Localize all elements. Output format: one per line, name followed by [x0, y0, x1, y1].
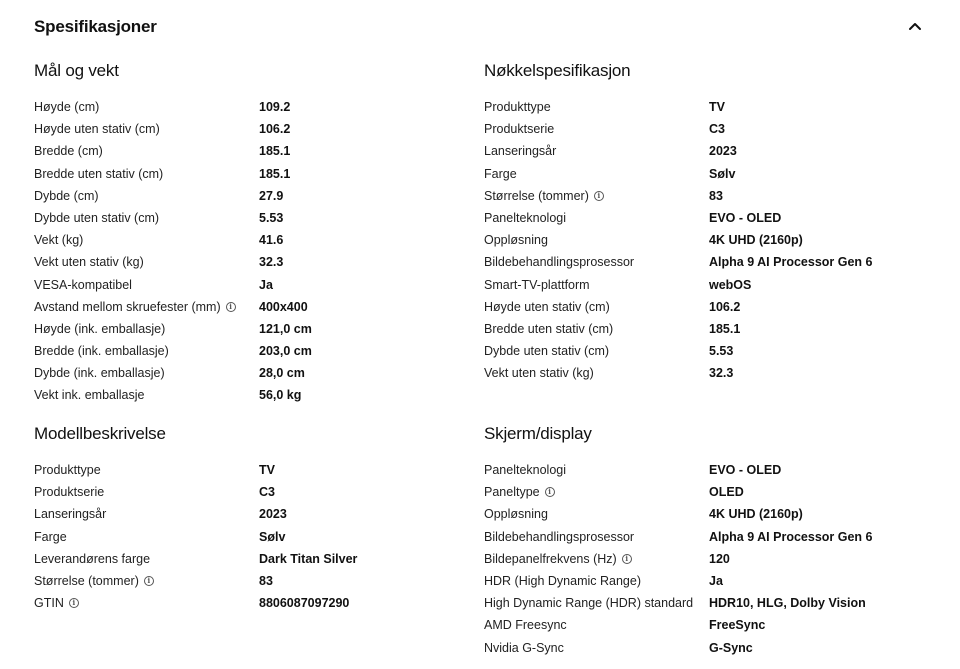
spec-row: [484, 163, 924, 185]
spec-label-text: Høyde (cm): [34, 100, 100, 114]
spec-value: EVO - OLED: [709, 210, 782, 225]
spec-value: OLED: [709, 485, 744, 500]
info-icon[interactable]: i: [144, 576, 154, 586]
spec-value: C3: [709, 122, 725, 137]
spec-label: [484, 548, 632, 570]
spec-label-text: Oppløsning: [484, 507, 548, 522]
spec-label: [484, 459, 566, 481]
spec-label-text: Bildebehandlingsprosessor: [484, 255, 635, 270]
spec-row: [34, 384, 464, 406]
spec-row: [34, 481, 464, 503]
spec-label: [484, 318, 613, 340]
spec-value: 106.2: [259, 122, 291, 137]
spec-value: 106.2: [709, 299, 741, 314]
spec-value: 8806087097290: [259, 596, 350, 611]
spec-row: [484, 481, 924, 503]
spec-row: [34, 185, 464, 207]
spec-label-text: GTIN: [34, 596, 64, 611]
spec-label-text: VESA-kompatibel: [34, 277, 132, 292]
spec-value: 56,0 kg: [259, 388, 302, 403]
spec-label-text: Høyde uten stativ (cm): [484, 299, 610, 314]
spec-label: [34, 526, 67, 548]
spec-value: 41.6: [259, 233, 284, 248]
spec-label-text: Størrelse (tommer): [34, 573, 139, 588]
spec-label: [484, 614, 567, 636]
spec-label: [484, 592, 693, 614]
spec-row: [34, 503, 464, 525]
spec-label: [34, 592, 79, 614]
spec-value: 28,0 cm: [259, 366, 305, 381]
spec-label: [484, 185, 604, 207]
spec-row: [34, 251, 464, 273]
info-icon[interactable]: i: [594, 191, 604, 201]
spec-label-text: Bredde uten stativ (cm): [484, 321, 614, 336]
section-title: Skjerm/display: [484, 424, 592, 443]
spec-value: 400x400: [259, 299, 308, 314]
spec-label: [484, 362, 594, 384]
spec-label: [484, 570, 641, 592]
spec-value: 5.53: [709, 344, 734, 359]
spec-label: [34, 274, 132, 296]
spec-value: 83: [709, 188, 723, 203]
spec-label-text: Bildebehandlingsprosessor: [484, 529, 635, 544]
spec-row: [484, 592, 924, 614]
spec-row: [484, 207, 924, 229]
spec-row: [484, 340, 924, 362]
spec-value: 203,0 cm: [259, 344, 312, 359]
spec-row: [34, 163, 464, 185]
spec-row: [484, 296, 924, 318]
spec-label: [484, 207, 566, 229]
spec-row: [34, 318, 464, 340]
spec-label-text: Bredde (ink. emballasje): [34, 344, 169, 359]
spec-value: 27.9: [259, 188, 284, 203]
specs-header[interactable]: [34, 14, 926, 40]
spec-label-text: Lanseringsår: [34, 507, 107, 522]
spec-value: Dark Titan Silver: [259, 551, 358, 566]
spec-value: 4K UHD (2160p): [709, 233, 803, 248]
spec-row: [484, 118, 924, 140]
spec-label-text: HDR (High Dynamic Range): [484, 573, 641, 588]
spec-row: [34, 362, 464, 384]
spec-label-text: High Dynamic Range (HDR) standard: [484, 596, 694, 611]
spec-label-text: Farge: [34, 529, 67, 544]
spec-row: [484, 362, 924, 384]
spec-label: [34, 570, 154, 592]
spec-value: G-Sync: [709, 640, 753, 655]
spec-label: [484, 503, 548, 525]
chevron-up-icon[interactable]: [908, 19, 922, 33]
spec-label-text: Vekt (kg): [34, 233, 84, 248]
spec-row: [484, 229, 924, 251]
spec-row: [34, 229, 464, 251]
spec-row: [484, 185, 924, 207]
spec-label-text: Oppløsning: [484, 233, 548, 248]
spec-value: Sølv: [259, 529, 286, 544]
spec-label: [484, 274, 590, 296]
spec-label-text: Størrelse (tommer): [484, 188, 589, 203]
spec-value: 2023: [259, 507, 287, 522]
spec-label-text: Smart-TV-plattform: [484, 277, 590, 292]
spec-label: [34, 318, 165, 340]
spec-value: 32.3: [709, 366, 734, 381]
spec-label: [34, 207, 159, 229]
spec-label-text: Lanseringsår: [484, 144, 557, 159]
spec-label-text: Vekt uten stativ (kg): [484, 366, 594, 381]
spec-row: [484, 274, 924, 296]
spec-label: [484, 340, 609, 362]
section-display: [484, 423, 924, 659]
info-icon[interactable]: i: [622, 554, 632, 564]
spec-label: [34, 548, 150, 570]
spec-label-text: Panelteknologi: [484, 463, 567, 477]
spec-label-text: Produkttype: [34, 463, 101, 477]
spec-label-text: Bildepanelfrekvens (Hz): [484, 551, 617, 566]
section-title: Mål og vekt: [34, 61, 119, 80]
spec-row: [34, 548, 464, 570]
section-key-specs: [484, 60, 924, 384]
spec-value: webOS: [709, 277, 752, 292]
spec-value: Ja: [709, 573, 723, 588]
spec-label: [34, 362, 165, 384]
spec-row: [484, 459, 924, 481]
spec-label-text: Vekt ink. emballasje: [34, 388, 145, 403]
spec-value: FreeSync: [709, 618, 766, 633]
spec-row: [34, 592, 464, 614]
spec-label-text: Paneltype: [484, 485, 540, 500]
spec-label: [34, 503, 106, 525]
spec-value: 120: [709, 551, 730, 566]
spec-label: [484, 526, 634, 548]
spec-row: [34, 570, 464, 592]
section-title: Modellbeskrivelse: [34, 424, 166, 443]
spec-label: [34, 229, 83, 251]
spec-label-text: Dybde (ink. emballasje): [34, 366, 165, 381]
spec-row: [484, 548, 924, 570]
spec-value: 5.53: [259, 210, 284, 225]
spec-list: [484, 96, 924, 384]
spec-label: [34, 96, 99, 118]
spec-label: [484, 296, 610, 318]
spec-row: [34, 274, 464, 296]
spec-list: [34, 96, 464, 407]
spec-label-text: Bredde uten stativ (cm): [34, 166, 164, 181]
spec-value: 83: [259, 573, 273, 588]
spec-value: Ja: [259, 277, 273, 292]
spec-label-text: Dybde uten stativ (cm): [34, 210, 160, 225]
spec-label-text: Produktserie: [34, 485, 105, 500]
spec-value: Sølv: [709, 166, 736, 181]
spec-row: [484, 570, 924, 592]
spec-label-text: Dybde uten stativ (cm): [484, 344, 610, 359]
spec-value: EVO - OLED: [709, 463, 782, 477]
spec-value: TV: [259, 463, 275, 477]
spec-value: 109.2: [259, 100, 291, 114]
info-icon[interactable]: i: [69, 598, 79, 608]
spec-value: 2023: [709, 144, 737, 159]
spec-label: [484, 118, 554, 140]
spec-label-text: Nvidia G-Sync: [484, 640, 564, 655]
spec-label-text: Produktserie: [484, 122, 555, 137]
spec-label: [34, 185, 99, 207]
spec-value: 4K UHD (2160p): [709, 507, 803, 522]
spec-label: [484, 96, 551, 118]
spec-value: 185.1: [259, 166, 291, 181]
spec-label-text: Farge: [484, 166, 517, 181]
spec-value: C3: [259, 485, 275, 500]
section-title: Nøkkelspesifikasjon: [484, 61, 631, 80]
spec-row: [484, 140, 924, 162]
spec-label-text: AMD Freesync: [484, 618, 567, 633]
spec-label-text: Dybde (cm): [34, 188, 99, 203]
spec-row: [484, 503, 924, 525]
spec-value: Alpha 9 AI Processor Gen 6: [709, 529, 873, 544]
spec-row: [484, 526, 924, 548]
spec-row: [484, 96, 924, 118]
spec-value: 185.1: [709, 321, 741, 336]
spec-label: [34, 481, 104, 503]
section-model: [34, 423, 464, 614]
spec-label: [34, 163, 163, 185]
spec-row: [34, 118, 464, 140]
spec-row: [484, 251, 924, 273]
spec-row: [34, 96, 464, 118]
spec-label-text: Bredde (cm): [34, 144, 103, 159]
spec-label-text: Panelteknologi: [484, 210, 567, 225]
spec-label: [484, 251, 634, 273]
spec-row: [34, 207, 464, 229]
spec-value: HDR10, HLG, Dolby Vision: [709, 596, 866, 611]
spec-value: 32.3: [259, 255, 284, 270]
spec-list: [34, 459, 464, 614]
spec-value: Alpha 9 AI Processor Gen 6: [709, 255, 873, 270]
spec-row: [34, 140, 464, 162]
spec-label: [484, 163, 517, 185]
spec-label: [34, 459, 101, 481]
spec-row: [34, 526, 464, 548]
spec-label: [34, 251, 144, 273]
spec-row: [484, 318, 924, 340]
spec-label: [34, 118, 160, 140]
info-icon[interactable]: i: [226, 302, 236, 312]
spec-list: [484, 459, 924, 659]
spec-value: TV: [709, 100, 725, 114]
spec-row: [34, 296, 464, 318]
spec-label: [34, 296, 236, 318]
spec-label: [484, 140, 556, 162]
spec-label: [34, 340, 169, 362]
spec-label-text: Leverandørens farge: [34, 551, 151, 566]
info-icon[interactable]: i: [545, 487, 555, 497]
spec-label: [484, 481, 555, 503]
spec-row: [484, 637, 924, 659]
spec-value: 185.1: [259, 144, 291, 159]
spec-row: [34, 340, 464, 362]
spec-value: 121,0 cm: [259, 321, 312, 336]
section-dimensions: [34, 60, 464, 407]
spec-label-text: Vekt uten stativ (kg): [34, 255, 144, 270]
spec-label: [484, 637, 564, 659]
page-title: Spesifikasjoner: [34, 17, 157, 36]
spec-row: [484, 614, 924, 636]
spec-label-text: Høyde (ink. emballasje): [34, 321, 166, 336]
spec-label: [34, 384, 144, 406]
spec-row: [34, 459, 464, 481]
spec-label: [484, 229, 548, 251]
spec-label-text: Høyde uten stativ (cm): [34, 122, 160, 137]
spec-label: [34, 140, 103, 162]
spec-label-text: Avstand mellom skruefester (mm): [34, 299, 221, 314]
spec-label-text: Produkttype: [484, 100, 551, 114]
